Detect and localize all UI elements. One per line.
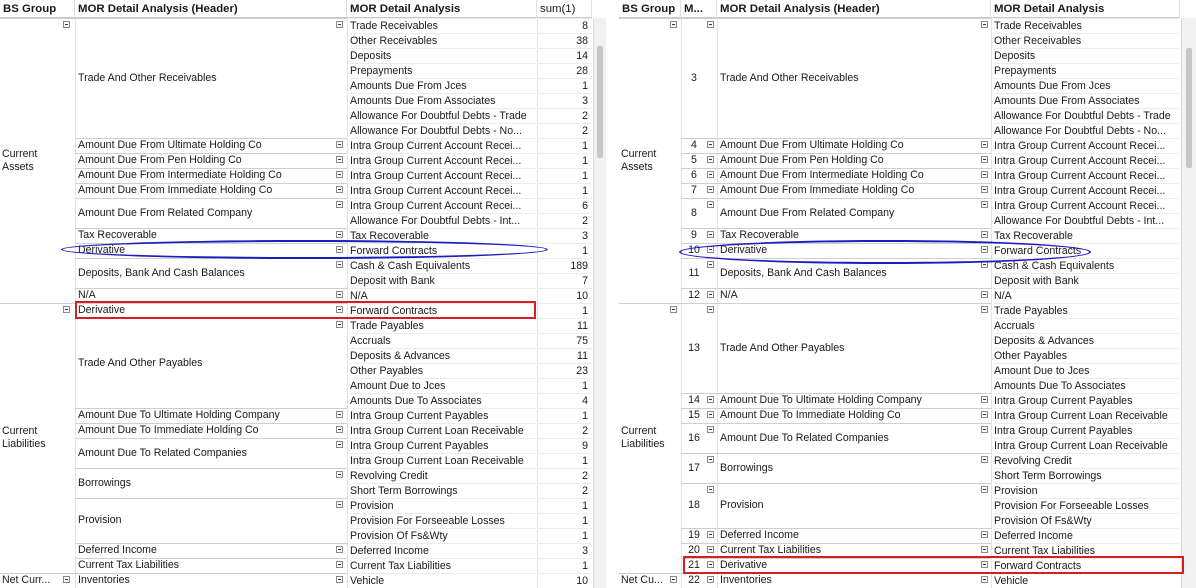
detail-label: Intra Group Current Account Recei... — [350, 138, 536, 153]
collapse-toggle-icon[interactable] — [670, 21, 677, 28]
detail-label: N/A — [350, 288, 536, 303]
column-divider — [991, 18, 992, 588]
header-group-label: Trade And Other Receivables — [720, 71, 859, 84]
header-group-label: Tax Recoverable — [720, 229, 799, 241]
vertical-scrollbar[interactable] — [1181, 18, 1196, 588]
detail-label: Forward Contracts — [994, 243, 1179, 258]
header-group-label: Amount Due To Related Companies — [720, 431, 889, 444]
header-group-label: Derivative — [78, 304, 126, 316]
header-group-label: Current Tax Liabilities — [78, 559, 180, 571]
sum-value: 2 — [537, 468, 592, 483]
row-number: 3 — [691, 71, 697, 84]
row-number: 11 — [688, 266, 700, 279]
header-group-label: Amount Due From Related Company — [78, 206, 253, 219]
collapse-toggle-icon[interactable] — [981, 576, 988, 583]
sum-value: 1 — [537, 78, 592, 93]
collapse-toggle-icon[interactable] — [336, 576, 343, 583]
detail-label: Intra Group Current Payables — [350, 438, 536, 453]
annotation-highlight-box — [75, 301, 536, 319]
sum-value: 6 — [537, 198, 592, 213]
sum-value: 2 — [537, 123, 592, 138]
header-group-label: Provision — [720, 499, 764, 511]
detail-label: Forward Contracts — [350, 243, 536, 258]
annotation-highlight-box — [683, 556, 1184, 574]
bs-group-label: Net Cu... — [621, 574, 663, 586]
detail-label: Intra Group Current Loan Receivable — [994, 408, 1179, 423]
collapse-toggle-icon[interactable] — [336, 441, 343, 448]
row-number: 14 — [688, 394, 700, 406]
bs-group-label: Current Assets — [621, 147, 657, 173]
detail-label: Allowance For Doubtful Debts - Trade — [994, 108, 1179, 123]
column-header-mor-detail[interactable]: MOR Detail Analysis — [991, 0, 1180, 18]
sum-value: 38 — [537, 33, 592, 48]
detail-label: Tax Recoverable — [350, 228, 536, 243]
detail-label: Short Term Borrowings — [994, 468, 1179, 483]
header-group-label: Borrowings — [78, 476, 131, 489]
vertical-scrollbar[interactable] — [593, 18, 606, 588]
header-group-label: Current Tax Liabilities — [720, 544, 822, 556]
detail-label: Intra Group Current Account Recei... — [350, 183, 536, 198]
detail-label: Short Term Borrowings — [350, 483, 536, 498]
header-group-label: Amount Due To Related Companies — [78, 446, 247, 459]
header-group-label: Derivative — [78, 244, 126, 256]
collapse-toggle-icon[interactable] — [336, 411, 343, 418]
detail-label: Intra Group Current Account Recei... — [994, 168, 1179, 183]
collapse-toggle-icon[interactable] — [981, 411, 988, 418]
sum-value: 2 — [537, 108, 592, 123]
collapse-toggle-icon[interactable] — [707, 201, 714, 208]
header-group-label: Amount Due From Related Company — [720, 206, 895, 219]
detail-label: Intra Group Current Loan Receivable — [350, 453, 536, 468]
collapse-toggle-icon[interactable] — [707, 531, 714, 538]
bs-group-label: Current Assets — [2, 147, 38, 173]
collapse-toggle-icon[interactable] — [981, 201, 988, 208]
detail-label: Intra Group Current Payables — [350, 408, 536, 423]
scrollbar-thumb[interactable] — [1186, 48, 1192, 168]
detail-label: Vehicle — [350, 573, 536, 588]
column-header-m[interactable]: M... — [681, 0, 717, 18]
sum-value: 7 — [537, 273, 592, 288]
collapse-toggle-icon[interactable] — [336, 426, 343, 433]
detail-label: Trade Payables — [350, 318, 536, 333]
collapse-toggle-icon[interactable] — [63, 21, 70, 28]
detail-label: Deposits — [994, 48, 1179, 63]
sum-value: 75 — [537, 333, 592, 348]
collapse-toggle-icon[interactable] — [981, 231, 988, 238]
header-group-label: Amount Due From Pen Holding Co — [720, 154, 884, 166]
collapse-toggle-icon[interactable] — [707, 546, 714, 553]
header-group-label: Derivative — [720, 244, 768, 256]
bs-group-label: Net Curr... — [2, 574, 51, 586]
collapse-toggle-icon[interactable] — [336, 21, 343, 28]
collapse-toggle-icon[interactable] — [981, 531, 988, 538]
header-group-label: Derivative — [720, 559, 768, 571]
header-group-label: Amount Due From Ultimate Holding Co — [78, 139, 262, 151]
detail-label: Provision Of Fs&Wty — [350, 528, 536, 543]
detail-label: Other Receivables — [994, 33, 1179, 48]
detail-label: Allowance For Doubtful Debts - No... — [350, 123, 536, 138]
collapse-toggle-icon[interactable] — [336, 501, 343, 508]
collapse-toggle-icon[interactable] — [336, 291, 343, 298]
scrollbar-thumb[interactable] — [597, 46, 603, 158]
sum-value: 11 — [537, 348, 592, 363]
detail-label: Allowance For Doubtful Debts - Trade — [350, 108, 536, 123]
detail-label: Amounts Due To Associates — [350, 393, 536, 408]
annotation-ellipse — [61, 240, 548, 259]
detail-label: Revolving Credit — [350, 468, 536, 483]
sum-value: 10 — [537, 573, 592, 588]
row-number: 12 — [688, 289, 700, 301]
detail-label: Other Payables — [350, 363, 536, 378]
collapse-toggle-icon[interactable] — [707, 411, 714, 418]
detail-label: Provision Of Fs&Wty — [994, 513, 1179, 528]
collapse-toggle-icon[interactable] — [981, 21, 988, 28]
detail-label: Cash & Cash Equivalents — [350, 258, 536, 273]
detail-label: Amounts Due From Associates — [994, 93, 1179, 108]
header-group-label: Deferred Income — [78, 544, 157, 556]
sum-value: 189 — [537, 258, 592, 273]
header-group-label: Amount Due From Intermediate Holding Co — [720, 169, 924, 181]
collapse-toggle-icon[interactable] — [707, 576, 714, 583]
header-group-label: Amount Due From Immediate Holding Co — [720, 184, 915, 196]
detail-label: Intra Group Current Account Recei... — [994, 198, 1179, 213]
collapse-toggle-icon[interactable] — [670, 576, 677, 583]
detail-label: Deferred Income — [994, 528, 1179, 543]
header-group-label: Deferred Income — [720, 529, 799, 541]
header-group-label: Trade And Other Payables — [720, 341, 845, 354]
detail-label: Provision For Forseeable Losses — [994, 498, 1179, 513]
sum-value: 10 — [537, 288, 592, 303]
row-number: 19 — [688, 529, 700, 541]
row-number: 8 — [691, 206, 697, 219]
sum-value: 1 — [537, 138, 592, 153]
row-number: 7 — [691, 184, 697, 196]
detail-label: Intra Group Current Account Recei... — [350, 168, 536, 183]
collapse-toggle-icon[interactable] — [707, 231, 714, 238]
detail-label: Intra Group Current Account Recei... — [350, 198, 536, 213]
sum-value: 1 — [537, 498, 592, 513]
header-group-label: Deposits, Bank And Cash Balances — [720, 266, 887, 279]
row-number: 9 — [691, 229, 697, 241]
sum-value: 1 — [537, 528, 592, 543]
sum-value: 1 — [537, 183, 592, 198]
detail-label: Allowance For Doubtful Debts - Int... — [994, 213, 1179, 228]
row-number: 22 — [688, 574, 700, 586]
detail-label: Intra Group Current Loan Receivable — [994, 438, 1179, 453]
header-group-label: Deposits, Bank And Cash Balances — [78, 266, 245, 279]
detail-label: Cash & Cash Equivalents — [994, 258, 1179, 273]
sum-value: 1 — [537, 153, 592, 168]
sum-value: 8 — [537, 18, 592, 33]
detail-label: Deposits & Advances — [994, 333, 1179, 348]
collapse-toggle-icon[interactable] — [707, 156, 714, 163]
header-group-label: Tax Recoverable — [78, 229, 157, 241]
collapse-toggle-icon[interactable] — [336, 561, 343, 568]
detail-label: Deposits — [350, 48, 536, 63]
collapse-toggle-icon[interactable] — [707, 456, 714, 463]
detail-label: Provision — [350, 498, 536, 513]
detail-label: Allowance For Doubtful Debts - No... — [994, 123, 1179, 138]
collapse-toggle-icon[interactable] — [336, 471, 343, 478]
column-header-mor-header[interactable]: MOR Detail Analysis (Header) — [75, 0, 347, 18]
collapse-toggle-icon[interactable] — [707, 21, 714, 28]
collapse-toggle-icon[interactable] — [981, 456, 988, 463]
sum-value: 4 — [537, 393, 592, 408]
sum-value: 9 — [537, 438, 592, 453]
detail-label: Intra Group Current Account Recei... — [994, 138, 1179, 153]
collapse-toggle-icon[interactable] — [981, 426, 988, 433]
sum-value: 1 — [537, 243, 592, 258]
collapse-toggle-icon[interactable] — [707, 396, 714, 403]
collapse-toggle-icon[interactable] — [336, 141, 343, 148]
row-number: 6 — [691, 169, 697, 181]
detail-label: Prepayments — [994, 63, 1179, 78]
detail-label: Trade Payables — [994, 303, 1179, 318]
detail-label: Provision — [994, 483, 1179, 498]
row-number: 4 — [691, 139, 697, 151]
sum-value: 2 — [537, 213, 592, 228]
row-number: 20 — [688, 544, 700, 556]
detail-label: Amounts Due To Associates — [994, 378, 1179, 393]
detail-label: Trade Receivables — [350, 18, 536, 33]
detail-label: Tax Recoverable — [994, 228, 1179, 243]
collapse-toggle-icon[interactable] — [981, 141, 988, 148]
detail-label: Amount Due to Jces — [994, 363, 1179, 378]
detail-label: Deposit with Bank — [350, 273, 536, 288]
detail-label: Forward Contracts — [350, 303, 536, 318]
detail-label: Deferred Income — [350, 543, 536, 558]
header-group-label: Amount Due To Ultimate Holding Company — [720, 394, 922, 406]
detail-label: Intra Group Current Account Recei... — [994, 183, 1179, 198]
sum-value: 1 — [537, 558, 592, 573]
collapse-toggle-icon[interactable] — [707, 261, 714, 268]
panel-gap — [606, 0, 619, 588]
row-number: 18 — [688, 499, 700, 511]
header-group-label: N/A — [720, 289, 738, 301]
collapse-toggle-icon[interactable] — [707, 426, 714, 433]
collapse-toggle-icon[interactable] — [707, 141, 714, 148]
detail-label: Provision For Forseeable Losses — [350, 513, 536, 528]
row-number: 17 — [688, 461, 700, 474]
row-number: 16 — [688, 431, 700, 444]
header-group-label: Amount Due To Ultimate Holding Company — [78, 409, 280, 421]
sum-value: 2 — [537, 483, 592, 498]
collapse-toggle-icon[interactable] — [336, 171, 343, 178]
sum-value: 1 — [537, 378, 592, 393]
detail-label: Vehicle — [994, 573, 1179, 588]
collapse-toggle-icon[interactable] — [981, 156, 988, 163]
header-group-label: N/A — [78, 289, 96, 301]
collapse-toggle-icon[interactable] — [336, 261, 343, 268]
right-pivot-table — [619, 0, 1196, 588]
detail-label: Deposits & Advances — [350, 348, 536, 363]
sum-value: 1 — [537, 453, 592, 468]
row-number: 13 — [688, 341, 700, 354]
collapse-toggle-icon[interactable] — [981, 186, 988, 193]
sum-value: 3 — [537, 543, 592, 558]
column-header-bs-group[interactable]: BS Group — [0, 0, 75, 18]
sum-value: 1 — [537, 513, 592, 528]
detail-label: Intra Group Current Loan Receivable — [350, 423, 536, 438]
sum-value: 1 — [537, 168, 592, 183]
detail-label: Amounts Due From Jces — [994, 78, 1179, 93]
annotation-ellipse — [679, 240, 1091, 264]
detail-label: Other Payables — [994, 348, 1179, 363]
detail-label: Allowance For Doubtful Debts - Int... — [350, 213, 536, 228]
collapse-toggle-icon[interactable] — [707, 171, 714, 178]
header-group-label: Trade And Other Receivables — [78, 71, 217, 84]
header-group-label: Amount Due From Intermediate Holding Co — [78, 169, 282, 181]
column-header-sum[interactable]: sum(1) — [537, 0, 592, 18]
detail-label: Prepayments — [350, 63, 536, 78]
header-group-label: Amount Due To Immediate Holding Co — [78, 424, 259, 436]
header-group-label: Amount Due To Immediate Holding Co — [720, 409, 901, 421]
column-header-mor-header[interactable]: MOR Detail Analysis (Header) — [717, 0, 991, 18]
column-header-bs-group[interactable]: BS Group — [619, 0, 681, 18]
sum-value: 14 — [537, 48, 592, 63]
detail-label: Amounts Due From Associates — [350, 93, 536, 108]
collapse-toggle-icon[interactable] — [707, 186, 714, 193]
detail-label: Amounts Due From Jces — [350, 78, 536, 93]
row-number: 10 — [688, 244, 700, 256]
detail-label: Amount Due to Jces — [350, 378, 536, 393]
detail-label: Intra Group Current Account Recei... — [994, 153, 1179, 168]
bs-group-label: Current Liabilities — [2, 425, 46, 450]
header-group-label: Trade And Other Payables — [78, 356, 203, 369]
collapse-toggle-icon[interactable] — [981, 306, 988, 313]
detail-label: Accruals — [994, 318, 1179, 333]
header-group-label: Amount Due From Pen Holding Co — [78, 154, 242, 166]
detail-label: Other Receivables — [350, 33, 536, 48]
row-number: 15 — [688, 409, 700, 421]
detail-label: Revolving Credit — [994, 453, 1179, 468]
collapse-toggle-icon[interactable] — [707, 306, 714, 313]
column-header-mor-detail[interactable]: MOR Detail Analysis — [347, 0, 537, 18]
detail-label: Intra Group Current Payables — [994, 393, 1179, 408]
collapse-toggle-icon[interactable] — [707, 291, 714, 298]
sum-value: 11 — [537, 318, 592, 333]
collapse-toggle-icon[interactable] — [981, 486, 988, 493]
collapse-toggle-icon[interactable] — [336, 321, 343, 328]
detail-label: Intra Group Current Account Recei... — [350, 153, 536, 168]
header-group-label: Inventories — [720, 574, 772, 586]
collapse-toggle-icon[interactable] — [336, 546, 343, 553]
header-group-label: Borrowings — [720, 461, 773, 474]
detail-label: N/A — [994, 288, 1179, 303]
collapse-toggle-icon[interactable] — [981, 546, 988, 553]
sum-value: 3 — [537, 93, 592, 108]
collapse-toggle-icon[interactable] — [981, 171, 988, 178]
detail-label: Trade Receivables — [994, 18, 1179, 33]
collapse-toggle-icon[interactable] — [336, 186, 343, 193]
header-group-label: Inventories — [78, 574, 130, 586]
header-group-label: Provision — [78, 514, 122, 526]
sum-value: 1 — [537, 303, 592, 318]
sum-value: 2 — [537, 423, 592, 438]
sum-value: 3 — [537, 228, 592, 243]
bs-group-label: Current Liabilities — [621, 425, 665, 450]
detail-label: Intra Group Current Payables — [994, 423, 1179, 438]
collapse-toggle-icon[interactable] — [981, 396, 988, 403]
detail-label: Deposit with Bank — [994, 273, 1179, 288]
collapse-toggle-icon[interactable] — [336, 156, 343, 163]
collapse-toggle-icon[interactable] — [670, 306, 677, 313]
detail-label: Forward Contracts — [994, 558, 1179, 573]
collapse-toggle-icon[interactable] — [336, 201, 343, 208]
header-group-label: Amount Due From Immediate Holding Co — [78, 184, 273, 196]
detail-label: Accruals — [350, 333, 536, 348]
collapse-toggle-icon[interactable] — [707, 486, 714, 493]
row-number: 21 — [688, 559, 700, 571]
detail-label: Current Tax Liabilities — [350, 558, 536, 573]
row-number: 5 — [691, 154, 697, 166]
collapse-toggle-icon[interactable] — [63, 306, 70, 313]
collapse-toggle-icon[interactable] — [63, 576, 70, 583]
sum-value: 1 — [537, 408, 592, 423]
detail-label: Current Tax Liabilities — [994, 543, 1179, 558]
collapse-toggle-icon[interactable] — [336, 231, 343, 238]
header-group-label: Amount Due From Ultimate Holding Co — [720, 139, 904, 151]
collapse-toggle-icon[interactable] — [981, 291, 988, 298]
sum-value: 23 — [537, 363, 592, 378]
sum-value: 28 — [537, 63, 592, 78]
